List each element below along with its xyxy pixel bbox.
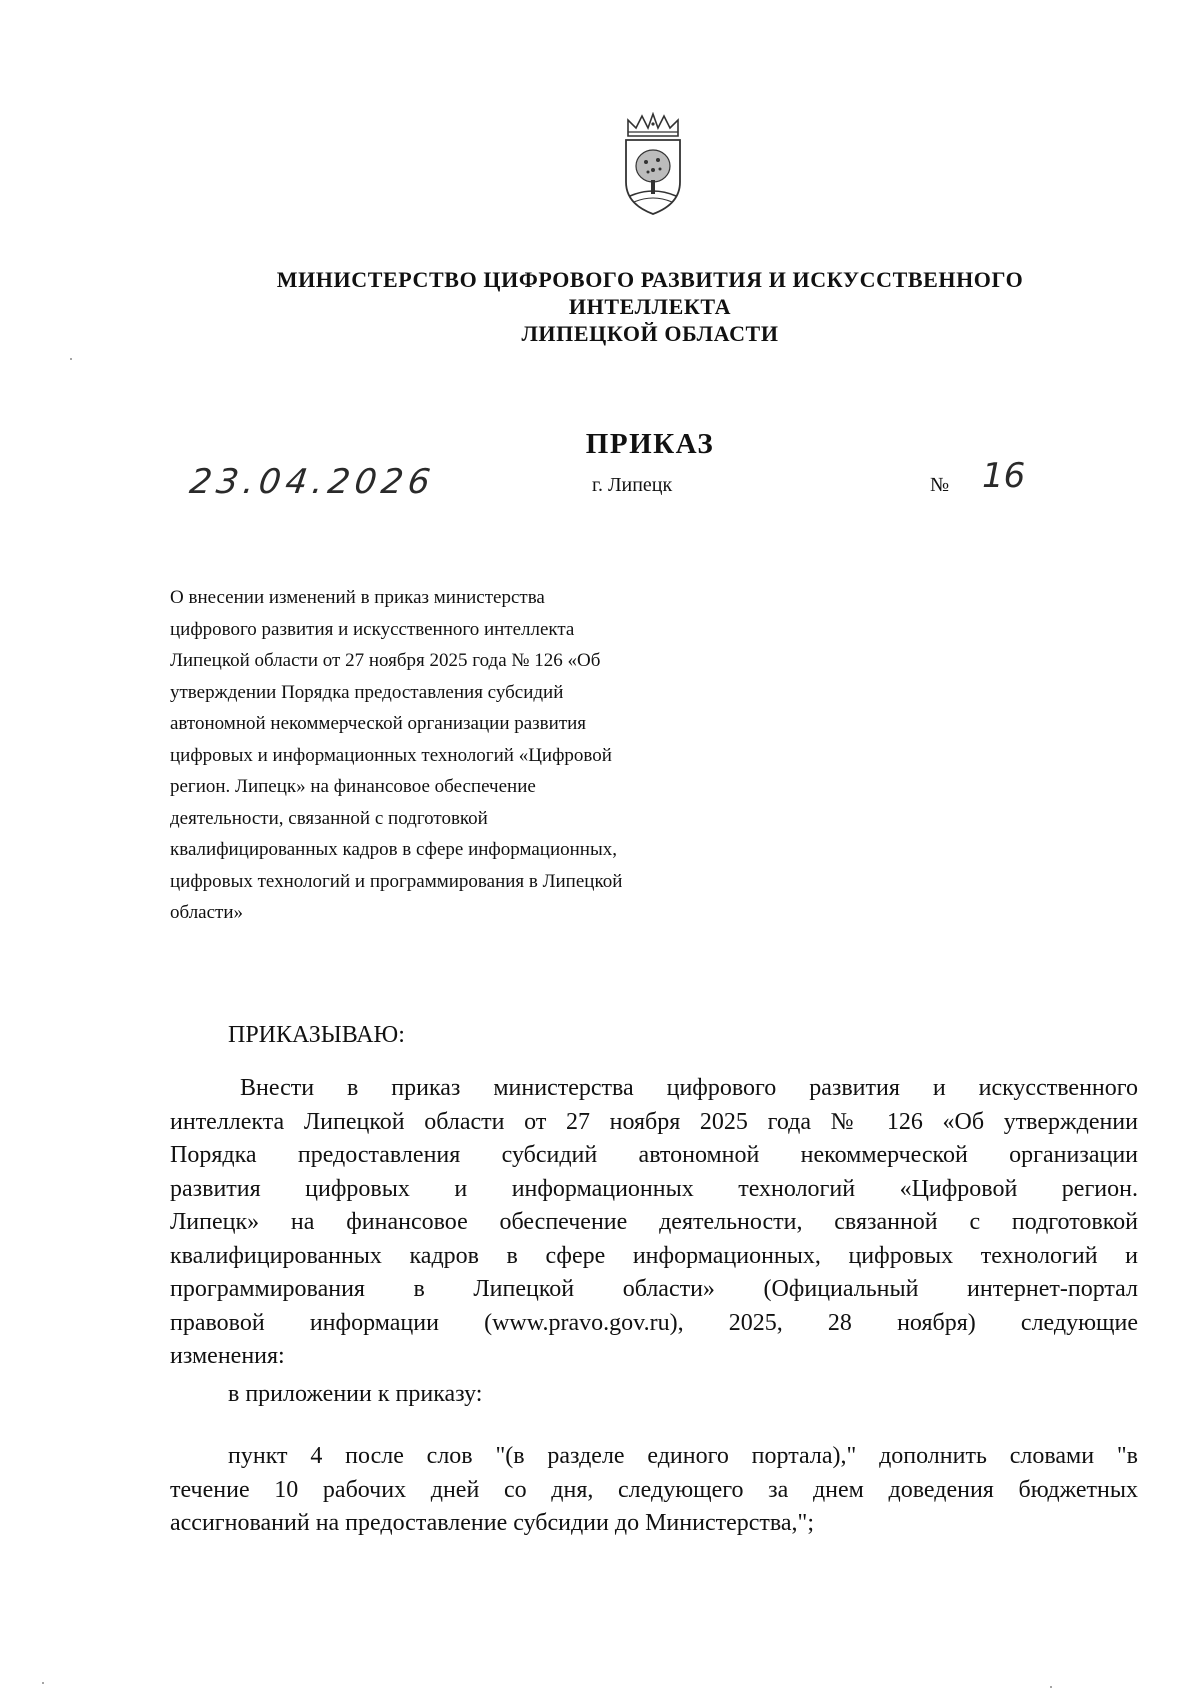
subject-line: О внесении изменений в приказ министерства [170,587,545,608]
body-line: интеллекта Липецкой области от 27 ноября 2025 года № 126 «Об утверждении [170,1108,1138,1135]
ministry-line: ЛИПЕЦКОЙ ОБЛАСТИ [521,321,779,346]
handwritten-number: 16 [982,456,1026,496]
subject-line: цифровых технологий и программирования в Липецкой [170,870,623,892]
subject-line: деятельности, связанной с подготовкой [170,807,488,829]
body-line: Липецк» на финансовое обеспечение деятельности, связанной с подготовкой [170,1209,1138,1235]
body-line: квалифицированных кадров в сфере информационных, цифровых технологий и [170,1242,1138,1269]
body-line: правовой информации (www.pravo.gov.ru), 2025, 28 ноября) следующие [170,1309,1138,1336]
coat-of-arms-icon [620,112,686,218]
scan-speck [1050,1686,1052,1688]
scan-speck [70,358,72,360]
city-label: г. Липецк [592,474,673,496]
subject-line: автономной некоммерческой организации развития [170,713,587,734]
order-word: ПРИКАЗЫВАЮ: [228,1022,405,1048]
annex-line: в приложении к приказу: [228,1381,483,1407]
subject-block [170,582,710,929]
body-line: программирования в Липецкой области» (Официальный интернет-портал [170,1276,1138,1302]
subject-line: регион. Липецк» на финансовое обеспечение [170,776,536,797]
number-sign: № [930,474,950,496]
ministry-name [0,266,1200,347]
subject-line: Липецкой области от 27 ноября 2025 года № 126 «Об [170,650,601,671]
point-paragraph [170,1440,1138,1541]
subject-line: цифровых и информационных технологий «Цифровой [170,744,612,766]
subject-line: цифрового развития и искусственного интеллекта [170,618,575,640]
ministry-line: МИНИСТЕРСТВО ЦИФРОВОГО РАЗВИТИЯ И ИСКУССТВЕННОГО [276,267,1024,292]
point-line: ассигнований на предоставление субсидии до Министерства,"; [170,1510,815,1536]
document-type-title: ПРИКАЗ [585,428,715,460]
body-line: Внести в приказ министерства цифрового развития и искусственного [240,1075,1138,1101]
ministry-line: ИНТЕЛЛЕКТА [568,294,732,319]
body-line: развития цифровых и информационных технологий «Цифровой регион. [170,1175,1138,1202]
point-line: пункт 4 после слов "(в разделе единого портала)," дополнить словами "в [228,1443,1138,1469]
subject-line: утверждении Порядка предоставления субсидий [170,681,564,703]
body-line: изменения: [170,1343,285,1369]
scan-speck [42,1682,44,1684]
handwritten-date: 23.04.2026 [187,462,438,502]
subject-line: области» [170,902,244,923]
point-line: течение 10 рабочих дней со дня, следующего за днем доведения бюджетных [170,1476,1138,1503]
body-line: Порядка предоставления субсидий автономной некоммерческой организации [170,1142,1138,1168]
body-paragraph [170,1072,1138,1374]
subject-line: квалифицированных кадров в сфере информационных, [170,839,617,860]
